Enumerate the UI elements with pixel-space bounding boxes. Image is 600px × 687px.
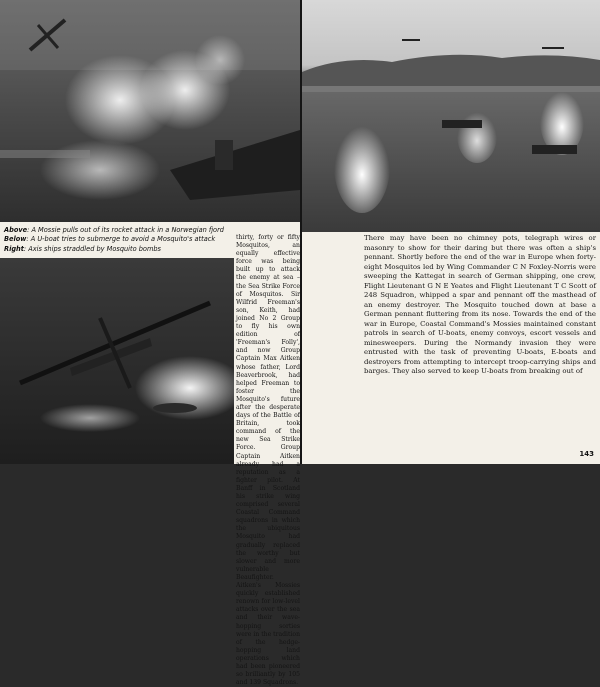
photo-ships-straddled-by-bombs xyxy=(302,0,600,232)
article-text-column-2: There may have been no chimney pots, telegraph wires or masonry to show for their daring but there was often a ship's pennant. Shortly before the end of the war in Europe when forty-eight Mosquitos led by Wing Commander C N Foxley-Norris were sweeping the Kattegat in search of German shipping, one crew, Flight Lieutenant G N E Yeates and Flight Lieutenant T C Scott of 248 Squadron, whipped a spar and pennant off the masthead of an enemy destroyer. The Mosquito touched down at base a German pennant fluttering from its nose. Towards the end of the war in Europe, Coastal Command's Mossies maintained constant patrols in search of U-boats, enemy convoys, escort vessels and minesweepers. During the Normandy invasion they were entrusted with the task of preventing U-boats, E-boats and destroyers from attempting to intercept troop-carrying ships and barges. They also served to keep U-boats from breaking out of xyxy=(364,234,596,375)
caption-right: Right: Axis ships straddled by Mosquito bombs xyxy=(4,244,161,253)
photo-fjord-rocket-attack xyxy=(0,0,300,222)
article-text-column-1: thirty, forty or fifty Mosquitos, an equally effective force was being built up to attack the enemy at sea – the Sea Strike Force of Mosquitos. Sir Wilfrid Freeman's son, Keith, had joined No 2 Group to fly his own edition of 'Freeman's Folly', and now Group Captain Max Aitken whose father, Lord Beaverbrook, had helped Freeman to foster the Mosquito's future after the desperate days of the Battle of Britain, took command of the new Sea Strike Force. Group Captain Aitken already had a reputation as a fighter pilot. At Banff in Scotland his strike wing comprised several Coastal Command squadrons in which the ubiquitous Mosquito had gradually replaced the worthy but slower and more vulnerable Beaufighter. Aitken's Mossies quickly established renown for low-level attacks over the sea and their wave-hopping sorties were in the tradition of the hedge-hopping land operations which had been pioneered so brilliantly by 105 and 139 Squadrons. xyxy=(236,234,300,687)
caption-below: Below: A U-boat tries to submerge to avoid a Mosquito's attack xyxy=(4,235,216,244)
photo-u-boat-submerging xyxy=(0,258,234,464)
page-number: 143 xyxy=(579,450,594,458)
caption-above: Above: A Mossie pulls out of its rocket attack in a Norwegian fjord xyxy=(4,226,224,234)
